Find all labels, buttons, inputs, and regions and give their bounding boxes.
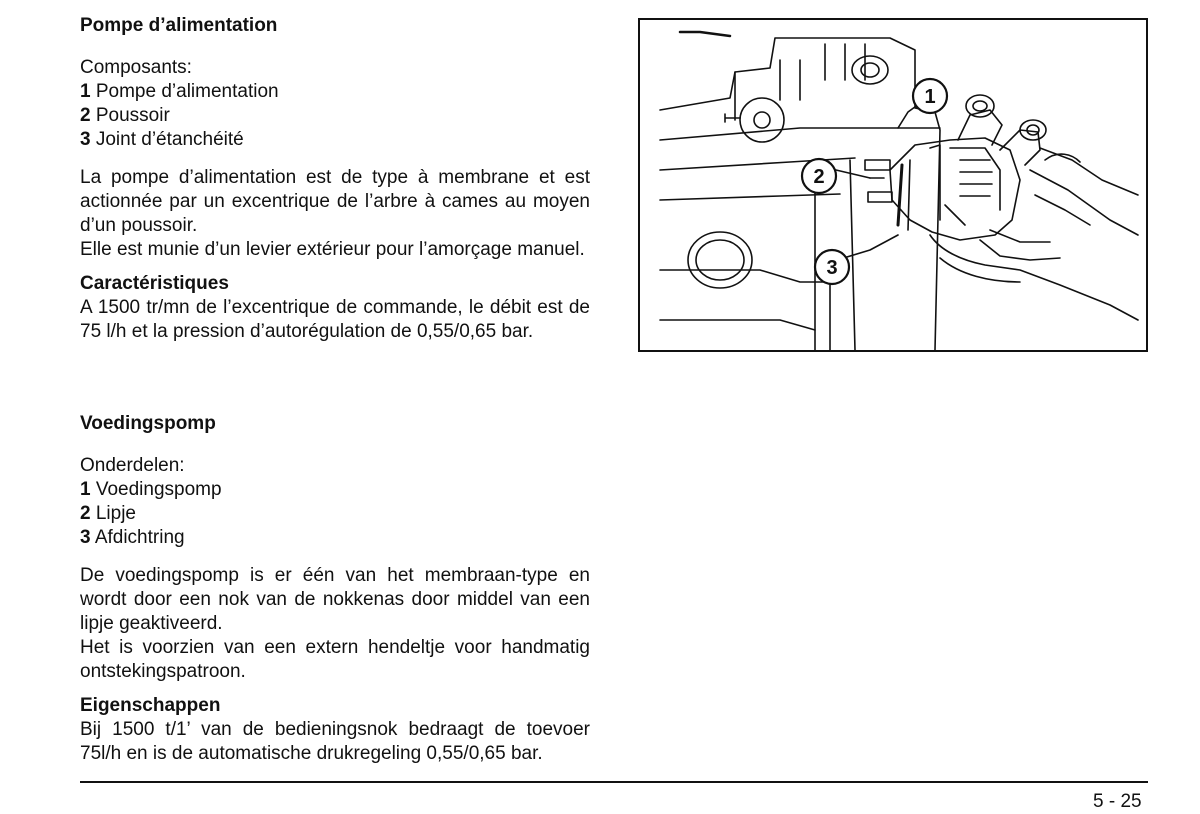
component-item: 3 Afdichtring bbox=[80, 527, 185, 548]
description-paragraph: Elle est munie d’un levier extérieur pour l’amorçage manuel. bbox=[80, 239, 585, 260]
component-item: 3 Joint d’étanchéité bbox=[80, 129, 244, 150]
description-paragraph: Het is voorzien van een extern hendeltje voor handmatig ontstekingspatroon. bbox=[80, 637, 590, 682]
footer-rule bbox=[80, 781, 1148, 783]
svg-text:3: 3 bbox=[826, 257, 838, 279]
specs-text: Bij 1500 t/1’ van de bedieningsnok bedraagt de toevoer 75l/h en is de automatische drukregeling 0,55/0,65 bar. bbox=[80, 719, 590, 764]
callout-3 bbox=[815, 250, 849, 284]
specs-title: Eigenschappen bbox=[80, 695, 221, 716]
specs-text: A 1500 tr/mn de l’excentrique de commande, le débit est de 75 l/h et la pression d’autorégulation de 0,55/0,65 bar. bbox=[80, 297, 590, 342]
components-label: Onderdelen: bbox=[80, 455, 185, 476]
components-label: Composants: bbox=[80, 57, 192, 78]
svg-text:2: 2 bbox=[813, 166, 825, 188]
dutch-section bbox=[80, 412, 590, 766]
fuel-pump-illustration bbox=[638, 18, 1148, 352]
description-paragraph: La pompe d’alimentation est de type à membrane et est actionnée par un excentrique de l’arbre à cames au moyen d’un poussoir. bbox=[80, 167, 590, 236]
fuel-pump-drawing bbox=[640, 20, 1146, 350]
component-item: 1 Voedingspomp bbox=[80, 479, 222, 500]
component-item: 2 Poussoir bbox=[80, 105, 170, 126]
description-paragraph: De voedingspomp is er één van het membraan-type en wordt door een nok van de nokkenas door middel van een lipje geaktiveerd. bbox=[80, 565, 590, 634]
section-title: Pompe d’alimentation bbox=[80, 15, 278, 36]
french-section bbox=[80, 14, 590, 344]
svg-text:1: 1 bbox=[924, 86, 936, 108]
section-title: Voedingspomp bbox=[80, 413, 216, 434]
component-item: 2 Lipje bbox=[80, 503, 137, 524]
callout-2 bbox=[802, 159, 836, 193]
callout-1 bbox=[913, 79, 947, 113]
page-number: 5 - 25 bbox=[1093, 791, 1142, 812]
component-item: 1 Pompe d’alimentation bbox=[80, 81, 279, 102]
specs-title: Caractéristiques bbox=[80, 273, 229, 294]
